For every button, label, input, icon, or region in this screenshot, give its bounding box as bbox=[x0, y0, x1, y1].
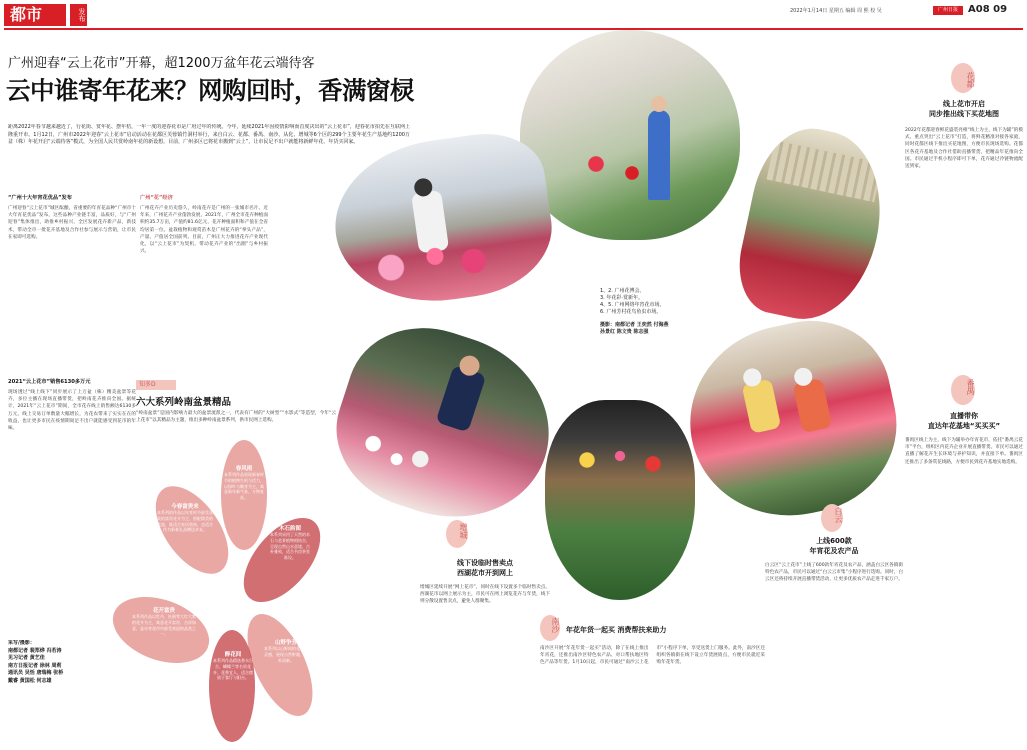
photo-flower-market-top bbox=[520, 30, 740, 240]
lead-paragraph: 距离2022年春节越来越近了，行花街、赏年花、摆年桔，一年一度的迎春花市是广府过年的传统。今年，延续2021年因疫情影响而首度决出的“云上花市”，迎春花市拍先在互联网上隆重开市。1月12日，广州市2022年迎春“云上花市”启动活动在花都区芙蓉镇竹洞村举行，来自白云、花都、番禺、南沙、从化、增城等6个区的299个主要年花生产基地约1200万盆（株）年花开启“云端待客”模式，为全国人民共赏岭南年花的新设想。目前，广州多区已将花市搬到“云上”，让市民足不出户就能将新鲜年花、年货买回家。 bbox=[8, 124, 410, 146]
petal-text-2: 今春富贵来 本系列的作品以年宵时节最受喜爱的富贵花卉为主，搭配精美的盆器，既适合家居装饰，也适合作为新春礼品赠送亲友。 bbox=[157, 504, 213, 533]
zengcheng-body: 增城区延续开展“网上花市”，同时在线下设置多个临时售卖点。西湖花市以网上展示为主，市民可在网上浏览花卉与年货，线下则分散设置售卖点，避免人群聚集。 bbox=[420, 585, 550, 605]
petal-text-1: 春风雨 本系列作品展现新春时节的植物生机与活力，以绿叶与嫩芽为主，寓意新年新气象，万物复苏。 bbox=[224, 466, 264, 501]
col1-subhead-1: “广州十大年宵花优品”发布 bbox=[8, 195, 72, 201]
flower-center bbox=[225, 600, 249, 624]
col1-body-2: 现场透过“线上线下”同步展示了上万盆（株）精美盆景等花卉，多位主播在现场直播带货，把岭南花卉推向全国。据统计，2021年“云上花市”期间，全市花卉线上销售额达6130多万元，线上交易订单数量大幅增长，为花农带来了实实在在的收益，也让更多市民在疫情期间足不出户就能感受到花市的年味。 bbox=[8, 390, 136, 432]
tag-nansha: 南沙 bbox=[540, 615, 560, 641]
petal-text-5: 山野争芳 本系列以山野间的花草为灵感，展现自然野趣，质朴清新。 bbox=[264, 640, 308, 663]
headline-title: 云中谁寄年花来？网购回时，香满窗棂 bbox=[6, 76, 414, 105]
zengcheng-title: 线下设临时售卖点 西湖花市开到网上 bbox=[457, 559, 513, 577]
tag-panyu: 番禺 bbox=[951, 375, 975, 405]
masthead-rule bbox=[4, 28, 1023, 30]
photo-vendor-lower-left bbox=[317, 307, 572, 543]
dateline: 2022年1月14日 星期五 编辑 周 熙 校 吴 bbox=[790, 8, 882, 14]
masthead bbox=[0, 0, 1027, 34]
caption-line-3: 4、5. 广州网络年宵花市场。 bbox=[600, 302, 665, 308]
photo-caption bbox=[600, 288, 700, 368]
huadu-body: 2022年花都迎春鲜花盛装亮相“线上为主，线下为辅”的模式，重点突出“云上花市”打造，将鲜花精准对接各家庭，同时花都区线下推出买花地图，方便市民现场选购。花都区各花卉基地及合作社借助直播带货，把精品年花推向全国。市民通过手机小程序即可下单，花卉通过冷链物流配送到家。 bbox=[905, 128, 1023, 170]
col1-credits: 采写/摄影： 南都记者 裴郑烨 冯若涛 见习记者 黄艺佳 南方日报记者 徐林 周莉 通讯员 吴恬 唐瑞梅 张桥 戴睿 黄国松 何志雄 bbox=[8, 640, 64, 684]
photo-greenhouse-right bbox=[730, 119, 897, 332]
col1-body-1: 广州迎春“云上花市”城区酝酿，省重要的年宵花品种“广州市十大年宵花优品”发布，这些品种产业链丰富，品质好，与“广州迎春”集体推出，助推乡村振兴，全区发展花卉新产品，新技术，带动全市一批花卉基地及合作社参与展示与营销，让市民在家即可选购。 bbox=[8, 206, 136, 240]
section-badge: 发布 bbox=[70, 4, 87, 26]
photo-market-bottom bbox=[545, 400, 695, 600]
flower-graphic bbox=[125, 440, 325, 745]
caption-line-1: 1、2. 广州花博会。 bbox=[600, 288, 645, 294]
col2 bbox=[140, 195, 268, 365]
caption-line-2: 3. 年花彩·赏新年。 bbox=[600, 295, 643, 301]
caption-line-4: 6. 广州芳村花鸟鱼虫市场。 bbox=[600, 309, 662, 315]
photo-credit-1: 摄影：南都记者 王奕然 付海燕 bbox=[600, 322, 669, 328]
col2-body: 广州花卉产业历史悠久，岭南花卉是广州的一张城市名片。近年来，广州花卉产业蓬勃发展，2021年，广州全市花卉种植面积约35.7万亩，产值约81.6亿元，花卉种植面积和产值在全省均居第一位。盆栽植物和观赏苗木是广州花卉的“拳头产品”，产量、产值居全国前列。目前，广州正大力推进花卉产业现代化，以“云上花市”为契机，带动花卉产业的“出圈”与乡村振兴。 bbox=[140, 206, 268, 255]
section-logo bbox=[4, 4, 66, 26]
baiyun-body: 白云区“云上花市”上线了600款年宵花及农产品，涵盖白云区各镇街特色农产品，市民可以通过“白云云市集”小程序进行选购。同时，白云区还将持续开展直播带货活动，让更多优质农产品走进千家万户。 bbox=[765, 563, 903, 583]
baiyun-title: 上线600款 年宵花及农产品 bbox=[809, 537, 859, 555]
tag-huadu: 花都 bbox=[951, 63, 975, 93]
jiuzhou-tag: 知多D bbox=[136, 380, 176, 390]
section-name: 都市 bbox=[10, 5, 43, 24]
headline-kicker: 广州迎春“云上花市”开幕，超1200万盆年花云端待客 bbox=[8, 56, 315, 71]
panyu-title: 直播带你 直达年花基地“买买买” bbox=[927, 412, 1001, 430]
jiuzhou-intro: “岭南盆景”是国内影响力最大的盆景流派之一，代表有广州的“大树型”“水影式”等造型，今年“云上花市”以其精品为主题，推出多种岭南盆景系列，供市民网上选购。 bbox=[136, 411, 336, 424]
nansha-title: 年花年货一起买 消费帮扶来助力 bbox=[566, 626, 667, 634]
zengcheng-column bbox=[420, 520, 550, 745]
nansha-body: 南沙区开展“年花年货一起买”活动，除了在线上推出年宵花，还推出南沙区特色农产品、对口帮扶地区特色产品等年货。1月10日起，市民可通过“南沙云上花市”小程序下单，享受送货上门服务。此外，南沙区还组织各镇街在线下设立年货展销点，方便市民就近采购年花年货。 bbox=[540, 646, 765, 666]
col1 bbox=[8, 195, 136, 743]
petal-text-4: 花开富贵 本系列作品以牡丹、杜鹃等大红大紫的花卉为主，寓意花开富贵、吉祥如意，是年宵花市中最受欢迎的品类之一。 bbox=[132, 608, 196, 637]
photo-credit-2: 孙景红 陈文贵 陈志强 bbox=[600, 329, 649, 335]
petal-text-3: 木石韵图 本系列采用了天然的木石与盆景植物相结合，呈现自然山水意境，古朴雅致，适合书房茶室陈设。 bbox=[270, 526, 310, 561]
panyu-body: 番禺区线上为主，线下为辅举办年宵花市，依托“番禺云花市”平台，组织区内花卉企业开展直播带货。市民可以通过直播了解花卉生长环境与养护知识，并直接下单。番禺区还推出了多条赏花线路，方便市民到花卉基地实地选购。 bbox=[905, 438, 1023, 465]
nansha-column bbox=[540, 615, 765, 745]
col2-subhead: 广州“花”经济 bbox=[140, 195, 173, 201]
baiyun-column bbox=[765, 500, 903, 745]
col1-subhead-2: 2021“云上花市”销售6130多万元 bbox=[8, 379, 91, 385]
petal-text-6: 醉花间 本系列作品精选香水百合、蝴蝶兰等名贵花卉，花香宜人，适合摆放于客厅与阳台。 bbox=[213, 652, 253, 681]
page-number: A08 09 bbox=[968, 4, 1008, 15]
tag-zengcheng: 增城 bbox=[446, 520, 468, 548]
right-column bbox=[905, 45, 1023, 745]
tag-baiyun: 白云 bbox=[821, 504, 843, 532]
huadu-title: 线上花市开启 同步推出线下买花地图 bbox=[929, 100, 999, 118]
color-bar: 广州日报 bbox=[933, 6, 963, 15]
jiuzhou-title: 六大系列岭南盆景精品 bbox=[136, 397, 232, 408]
